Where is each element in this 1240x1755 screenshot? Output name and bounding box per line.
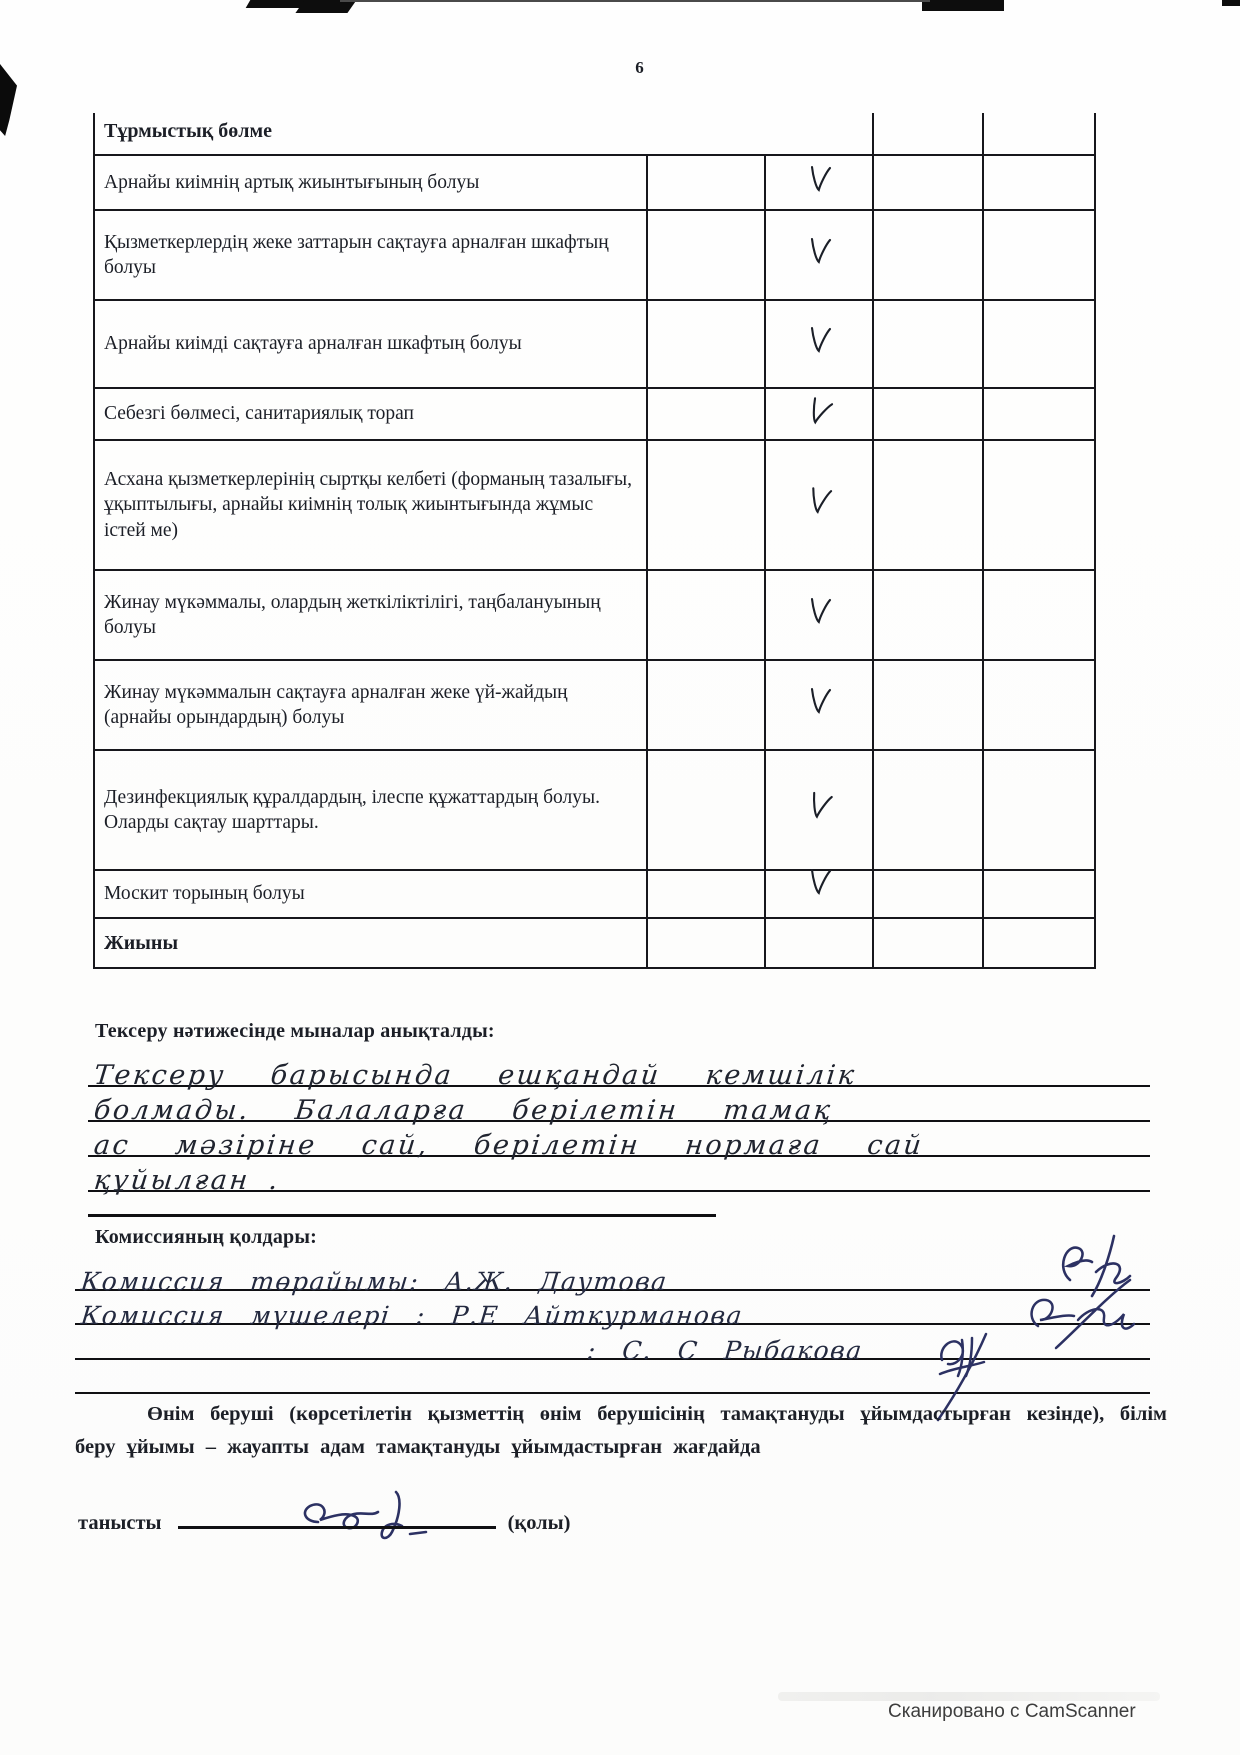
row-label: Жинау мүкәммалы, олардың жеткіліктілігі, таңбалануының болуы: [94, 570, 647, 660]
empty-cell: [647, 570, 765, 660]
scan-artifact: [778, 1692, 1160, 1701]
handwritten-text: ас мәзіріне сай, берілетін нормаға сай: [92, 1130, 926, 1161]
empty-cell: [873, 155, 983, 210]
checkmark-icon: [806, 235, 833, 267]
checkmark-icon: [806, 324, 833, 356]
member-signature-1: [1022, 1274, 1147, 1352]
checkmark-icon: [806, 685, 833, 717]
signature-line: [178, 1506, 496, 1529]
check-cell: [765, 440, 873, 570]
handwritten-line: [88, 1122, 1150, 1161]
checkmark-icon: [806, 595, 833, 627]
handwritten-text: Тексеру барысында ешқандай кемшілік: [92, 1060, 859, 1091]
empty-cell: [873, 750, 983, 870]
inspection-checklist-table: [93, 113, 1096, 969]
scan-artifact-corner: [0, 64, 17, 136]
empty-cell: [983, 210, 1095, 300]
page-number: 6: [635, 58, 645, 77]
table-row: [94, 918, 1095, 968]
check-cell: [765, 388, 873, 440]
row-label: Жиыны: [94, 918, 647, 968]
acquainted-label: танысты: [78, 1512, 162, 1534]
check-cell: [765, 750, 873, 870]
empty-cell: [647, 155, 765, 210]
empty-cell: [983, 155, 1095, 210]
commission-heading: Комиссияның қолдары:: [95, 1226, 318, 1248]
handwritten-text: құйылған .: [92, 1165, 282, 1196]
empty-cell: [873, 918, 983, 968]
check-cell: [765, 210, 873, 300]
empty-cell: [647, 918, 765, 968]
empty-cell: [873, 440, 983, 570]
separator-rule: [88, 1214, 716, 1217]
checkmark-icon: [803, 788, 835, 824]
scan-artifact: [340, 0, 930, 2]
empty-cell: [647, 388, 765, 440]
empty-cell: [647, 660, 765, 750]
row-label: Арнайы киімді сақтауға арналған шкафтың болуы: [94, 300, 647, 388]
findings-handwritten-lines: [88, 1052, 1150, 1196]
check-cell: [765, 570, 873, 660]
commission-handwritten-text: Комиссия мүшелері : Р.Е Айткурманова: [79, 1301, 745, 1330]
empty-cell: [647, 870, 765, 918]
empty-cell: [647, 210, 765, 300]
empty-cell: [765, 918, 873, 968]
empty-cell: [873, 388, 983, 440]
acquainted-row: [78, 1506, 571, 1535]
section-header-cell: Тұрмыстық бөлме: [94, 113, 873, 155]
check-cell: [765, 660, 873, 750]
table-row: [94, 155, 1095, 210]
check-cell: [765, 155, 873, 210]
empty-cell: [647, 300, 765, 388]
empty-cell: [983, 300, 1095, 388]
row-label: Жинау мүкәммалын сақтауға арналған жеке үй-жайдың (арнайы орындардың) болуы: [94, 660, 647, 750]
empty-cell: [983, 750, 1095, 870]
row-label: Москит торының болуы: [94, 870, 647, 918]
handwritten-line: [88, 1087, 1150, 1126]
handwritten-line: [88, 1052, 1150, 1091]
empty-cell: [983, 388, 1095, 440]
table-section-header-row: [94, 113, 1095, 155]
checkmark-icon: [801, 393, 836, 431]
closing-paragraph-text: Өнім беруші (көрсетілетін қызметтің өнім берушісінің тамақтануды ұйымдастырған кезінде), білім беру ұйымы – жауапты адам тамақтануды ұйымдастырған жағдайда: [75, 1403, 1167, 1459]
findings-heading: Тексеру нәтижесінде мыналар анықталды:: [95, 1020, 495, 1042]
table-row: [94, 570, 1095, 660]
empty-cell: [983, 660, 1095, 750]
commission-handwritten-text: : С. С Рыбакова: [585, 1335, 865, 1365]
row-label: Қызметкерлердің жеке заттарын сақтауға арналған шкафтың болуы: [94, 210, 647, 300]
row-label: Себезгі бөлмесі, санитариялық торап: [94, 388, 647, 440]
table-row: [94, 388, 1095, 440]
empty-cell: [647, 750, 765, 870]
empty-cell: [983, 113, 1095, 155]
commission-line: [75, 1256, 1150, 1296]
empty-cell: [983, 440, 1095, 570]
row-label: Дезинфекциялық құралдардың, ілеспе құжаттардың болуы. Оларды сақтау шарттары.: [94, 750, 647, 870]
table-row: [94, 440, 1095, 570]
empty-cell: [873, 660, 983, 750]
empty-cell: [647, 440, 765, 570]
table-row: [94, 750, 1095, 870]
empty-cell: [873, 870, 983, 918]
scan-artifact: [922, 0, 1004, 11]
commission-handwritten-text: Комиссия төрайымы: А.Ж. Даутова: [79, 1266, 670, 1296]
table-row: [94, 870, 1095, 918]
check-cell: [765, 300, 873, 388]
table-row: [94, 210, 1095, 300]
closing-paragraph: [75, 1398, 1167, 1464]
camscanner-watermark: Сканировано с CamScanner: [888, 1701, 1136, 1722]
checkmark-icon: [806, 163, 833, 195]
handwritten-text: болмады. Балаларға берілетін тамақ: [92, 1095, 835, 1126]
checkmark-icon: [804, 484, 834, 519]
empty-cell: [983, 918, 1095, 968]
table-row: [94, 300, 1095, 388]
empty-cell: [983, 870, 1095, 918]
empty-cell: [873, 210, 983, 300]
table-row: [94, 660, 1095, 750]
empty-cell: [873, 570, 983, 660]
empty-cell: [873, 300, 983, 388]
scan-artifact: [1222, 0, 1240, 6]
handwritten-line: [88, 1157, 1150, 1196]
checkmark-icon: [806, 866, 833, 898]
empty-cell: [873, 113, 983, 155]
row-label: Асхана қызметкерлерінің сыртқы келбеті (форманың тазалығы, ұқыптылығы, арнайы киімнің толық жиынтығында жұмыс істей ме): [94, 440, 647, 570]
empty-cell: [983, 570, 1095, 660]
signature-caption: (қолы): [507, 1512, 571, 1534]
commission-line: [75, 1291, 1150, 1330]
row-label: Арнайы киімнің артық жиынтығының болуы: [94, 155, 647, 210]
check-cell: [765, 870, 873, 918]
